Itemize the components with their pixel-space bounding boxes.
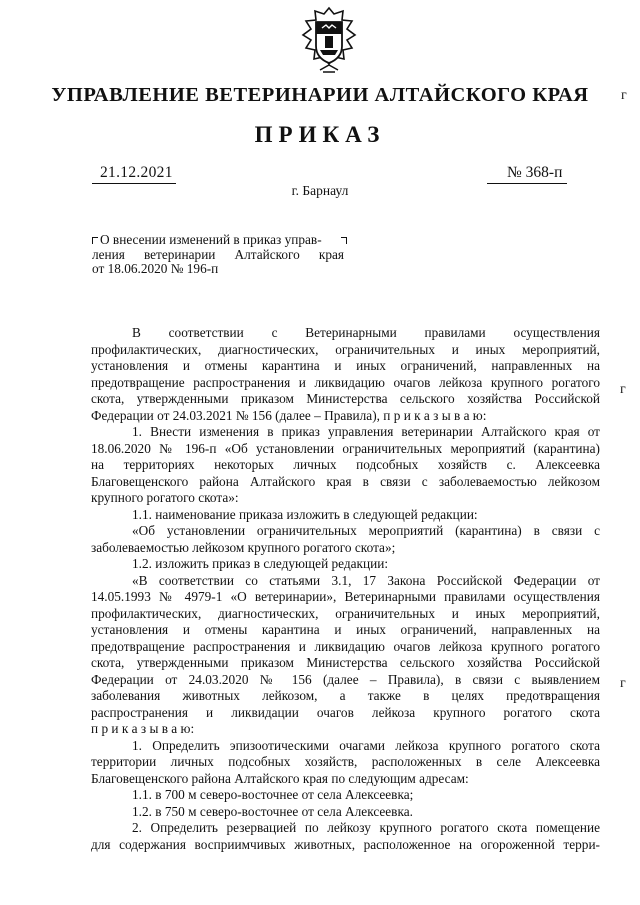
body-line: для содержания восприимчивых животных, расположенное на огороженной терри- bbox=[91, 836, 600, 852]
body-line: 1.1. наименование приказа изложить в следующей редакции: bbox=[132, 506, 478, 522]
subject-line: О внесении изменений в приказ управ- bbox=[100, 232, 322, 247]
body-line: 1. Внести изменения в приказ управления ветеринарии Алтайского края от bbox=[132, 424, 600, 439]
body-line: профилактических, диагностических, ограничительных и иных мероприятий, bbox=[91, 341, 600, 357]
body-line: 2. Определить резервацией по лейкозу крупного рогатого скота помещение bbox=[132, 820, 600, 835]
body-line: 1.1. в 700 м северо-восточнее от села Алексеевка; bbox=[132, 787, 414, 802]
body-line: установления и отмены карантина и иных ограничений, направленных на bbox=[91, 622, 600, 637]
order-body bbox=[91, 325, 600, 853]
body-line: на территориях некоторых личных подсобных хозяйств с. Алексеевка bbox=[91, 457, 600, 472]
body-line: заболеваемостью лейкозом крупного рогатого скота»; bbox=[91, 539, 396, 555]
body-line: предотвращение распространения и ликвидацию очагов лейкоза крупного рогатого bbox=[91, 374, 600, 390]
body-line: Федерации от 24.03.2021 № 156 (далее – Правила), п р и к а з ы в а ю: bbox=[91, 407, 487, 423]
body-line: «В соответствии со статьями 3.1, 17 Закона Российской Федерации от bbox=[132, 572, 600, 588]
margin-mark: г bbox=[621, 88, 627, 103]
body-line: заболевания животных лейкозом, а также в целях предотвращения bbox=[91, 688, 600, 703]
body-line: п р и к а з ы в а ю: bbox=[91, 721, 195, 736]
margin-mark: г bbox=[620, 382, 626, 397]
coat-of-arms-emblem bbox=[298, 6, 360, 76]
body-line: 1. Определить эпизоотическими очагами лейкоза крупного рогатого скота bbox=[132, 737, 600, 753]
order-date: 21.12.2021 bbox=[100, 164, 173, 181]
body-line: установления и отмены карантина и иных ограничений, направленных на bbox=[91, 358, 600, 373]
body-line: В соответствии с Ветеринарными правилами осуществления bbox=[132, 325, 600, 340]
body-line: распространения и ликвидации очагов лейкоза крупного рогатого скота bbox=[91, 704, 600, 720]
order-subject bbox=[92, 233, 362, 277]
body-line: 18.06.2020 № 196-п «Об установлении ограничительных мероприятий (карантина) bbox=[91, 440, 600, 456]
margin-mark: г bbox=[620, 676, 626, 691]
body-line: скота, утвержденными приказом Министерства сельского хозяйства Российской bbox=[91, 391, 600, 406]
body-line: предотвращение распространения и ликвидацию очагов лейкоза крупного рогатого bbox=[91, 638, 600, 654]
body-line: территории личных подсобных хозяйств, расположенных в селе Алексеевка bbox=[91, 754, 600, 769]
body-line: профилактических, диагностических, ограничительных и иных мероприятий, bbox=[91, 605, 600, 621]
order-number: № 368-п bbox=[507, 164, 563, 181]
document-type-heading: ПРИКАЗ bbox=[254, 122, 386, 147]
body-line: Благовещенского района Алтайского края в связи с заболеваемостью лейкозом bbox=[91, 473, 600, 489]
body-line: Федерации от 24.03.2020 № 156 (далее – Правила), в связи с выявлением bbox=[91, 671, 600, 687]
body-line: 14.05.1993 № 4979-1 «О ветеринарии», Ветеринарными правилами осуществления bbox=[91, 589, 600, 604]
body-line: 1.2. изложить приказ в следующей редакции: bbox=[132, 556, 389, 571]
body-line: Благовещенского района Алтайского края по следующим адресам: bbox=[91, 770, 469, 786]
organization-name: УПРАВЛЕНИЕ ВЕТЕРИНАРИИ АЛТАЙСКОГО КРАЯ bbox=[51, 84, 589, 106]
subject-line: от 18.06.2020 № 196-п bbox=[92, 261, 219, 276]
body-line: 1.2. в 750 м северо-восточнее от села Алексеевка. bbox=[132, 803, 413, 819]
city-name: г. Барнаул bbox=[291, 183, 349, 198]
subject-line: ления ветеринарии Алтайского края bbox=[92, 246, 344, 262]
body-line: крупного рогатого скота»: bbox=[91, 490, 239, 505]
body-line: «Об установлении ограничительных мероприятий (карантина) в связи с bbox=[132, 523, 600, 538]
body-line: скота, утвержденными приказом Министерства сельского хозяйства Российской bbox=[91, 655, 600, 670]
